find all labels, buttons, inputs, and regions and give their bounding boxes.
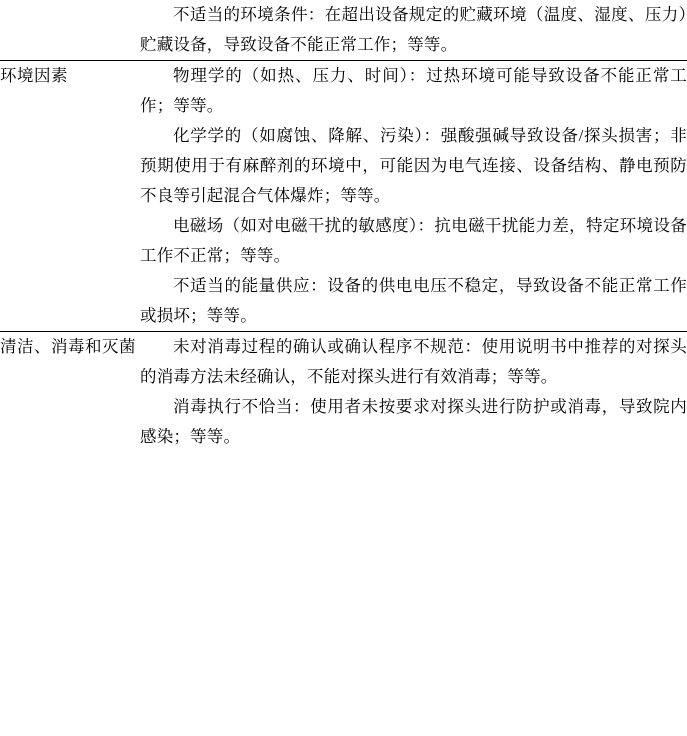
row-content-cell bbox=[140, 332, 687, 453]
paragraph: 未对消毒过程的确认或确认程序不规范：使用说明书中推荐的对探头的消毒方法未经确认，不能对探头进行有效消毒；等等。 bbox=[140, 337, 687, 386]
row-category-label: 清洁、消毒和灭菌 bbox=[0, 337, 136, 356]
row-content-cell bbox=[140, 61, 687, 332]
row-content-cell bbox=[140, 0, 687, 61]
paragraph: 化学学的（如腐蚀、降解、污染）：强酸强碱导致设备/探头损害；非预期使用于有麻醉剂的环境中，可能因为电气连接、设备结构、静电预防不良等引起混合气体爆炸；等等。 bbox=[140, 126, 687, 205]
paragraph: 电磁场（如对电磁干扰的敏感度）：抗电磁干扰能力差，特定环境设备工作不正常；等等。 bbox=[140, 216, 687, 265]
row-category-cell bbox=[0, 332, 140, 453]
row-category-cell bbox=[0, 0, 140, 61]
paragraph: 物理学的（如热、压力、时间）：过热环境可能导致设备不能正常工作；等等。 bbox=[140, 66, 687, 115]
paragraph: 不适当的能量供应：设备的供电电压不稳定，导致设备不能正常工作或损坏；等等。 bbox=[140, 276, 687, 325]
table-row bbox=[0, 332, 687, 453]
table-row bbox=[0, 0, 687, 61]
row-category-label: 环境因素 bbox=[0, 66, 68, 85]
table-row bbox=[0, 61, 687, 332]
paragraph: 不适当的环境条件：在超出设备规定的贮藏环境（温度、湿度、压力）贮藏设备，导致设备不能正常工作；等等。 bbox=[140, 5, 687, 54]
row-category-cell bbox=[0, 61, 140, 332]
paragraph: 消毒执行不恰当：使用者未按要求对探头进行防护或消毒，导致院内感染；等等。 bbox=[140, 397, 687, 446]
